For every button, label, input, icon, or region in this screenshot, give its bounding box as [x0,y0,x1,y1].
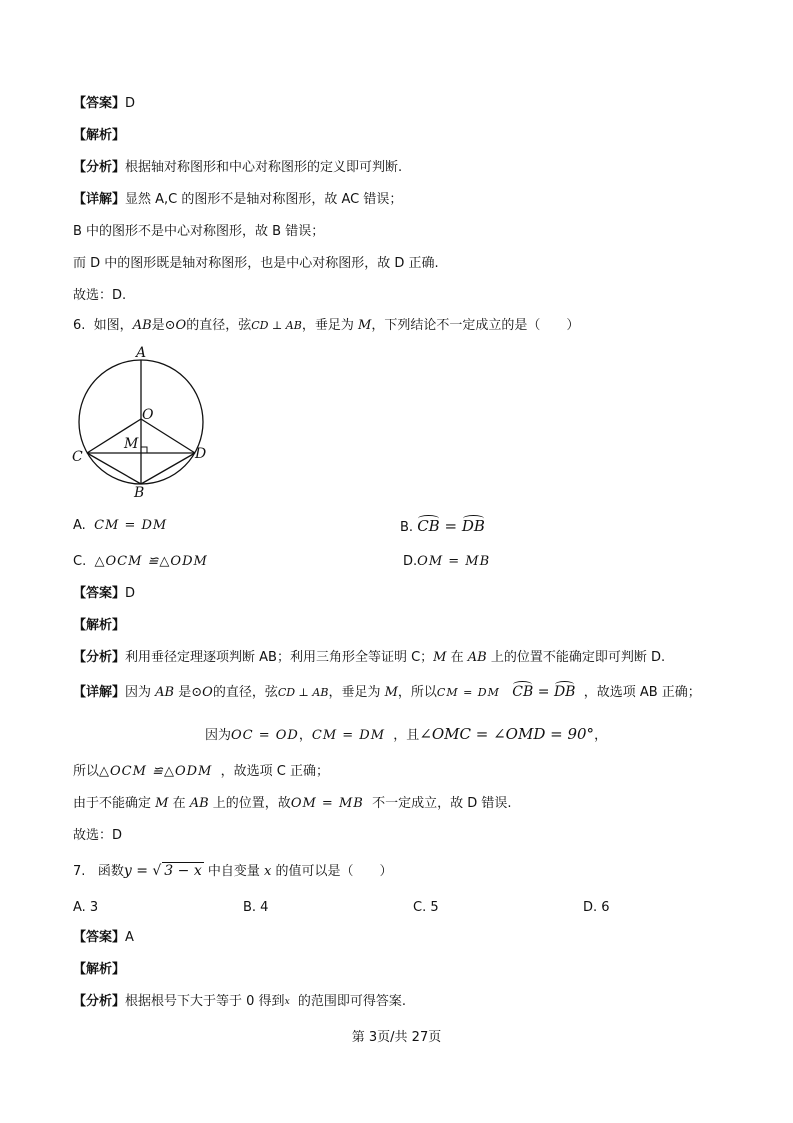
question-number: 7. [73,864,86,879]
page-footer: 第 3页/共 27页 [351,1030,442,1045]
fenxi-text: 上的位置不能确定即可判断 D. [486,650,666,665]
label-o: O [142,407,154,423]
q7-option-a: A. 3 [73,900,99,915]
math-m: M [433,650,447,665]
fenxi-text: 利用垂径定理逐项判断 AB；利用三角形全等证明 C； [125,650,434,665]
xiangjie-text: 不一定成立，故 D 错误. [367,796,512,811]
segment-cb [87,453,141,484]
stem-text: 中自变量 [203,864,264,879]
fenxi-tag: 【分析】 [73,160,126,175]
option-text: OM = MB [417,554,491,569]
fenxi-text: 根据轴对称图形和中心对称图形的定义即可判断. [125,160,403,175]
jiexi-tag: 【解析】 [73,962,126,977]
xiangjie-tag: 【详解】 [73,192,126,207]
math-ab: AB [132,318,152,333]
math-cd-perp-ab: CD ⊥ AB [277,686,329,699]
math-radicand: 3 − x [164,863,202,879]
q7-answer [73,930,134,946]
q6-xiangjie-line-3 [73,764,329,780]
xiangjie-text: ，所以 [397,685,437,700]
math-m: M [358,318,372,333]
q6-fenxi [73,650,665,666]
math-y-equals: y = [123,863,153,879]
math-om-mb: OM = MB [290,796,364,811]
xiangjie-text: 是 [174,685,192,700]
stem-text: 如图， [93,318,133,333]
math-x: x [264,864,272,879]
xiangjie-text: ，垂足为 [328,685,385,700]
math-angle-equality: ∠OMC = ∠OMD = 90° [419,725,595,743]
question-number: 6. [73,318,86,333]
math-circle-o: ⊙O [164,318,187,333]
xiangjie-text: 因为 [125,685,156,700]
label-b: B [134,485,145,500]
q7-option-b: B. 4 [243,900,269,915]
xiangjie-text: 由于不能确定 [73,796,156,811]
arc-cb: CB [512,684,534,700]
segment-od [141,419,195,453]
jiexi-tag: 【解析】 [73,128,126,143]
q6-conclusion: 故选：D [73,828,123,843]
math-cd-perp-ab: CD ⊥ AB [251,319,302,332]
sqrt-symbol: √ [152,863,162,879]
equals-sign: = [533,684,554,700]
math-congruent: △OCM ≌△ODM [99,764,213,779]
answer-value: D [125,586,136,601]
option-label: D. [403,554,418,569]
arc-cb: CB [417,517,440,535]
q6-xiangjie-line-1 [73,684,701,701]
xiangjie-text: ，故选项 AB 正确； [583,685,701,700]
label-d: D [195,446,207,462]
q6-option-d [403,554,490,570]
q6-stem [73,318,579,334]
q6-circle-figure [70,344,220,500]
q6-option-b [400,518,485,536]
xiangjie-text: ， [594,728,608,743]
arc-db: DB [461,517,485,535]
segment-db [141,453,195,484]
xiangjie-tag: 【详解】 [73,685,126,700]
xiangjie-text: 因为 [205,728,232,743]
xiangjie-text: ，且 [393,728,420,743]
math-circle-o: ⊙O [191,685,213,700]
answer-tag: 【答案】 [73,96,126,111]
math-ab: AB [189,796,209,811]
fenxi-tag: 【分析】 [73,650,126,665]
math-cm-dm: CM = DM [436,686,500,699]
fenxi-text: 的范围即可得答案. [297,994,407,1009]
answer-tag: 【答案】 [73,586,126,601]
xiangjie-text: 的直径，弦 [212,685,278,700]
math-m: M [384,685,398,700]
q5-jiexi [73,128,125,144]
label-c: C [72,449,83,465]
answer-value: A [125,930,134,945]
label-m: M [124,436,139,452]
option-text: △OCM ≌△ODM [94,554,208,569]
math-m: M [155,796,169,811]
xiangjie-text: 在 [168,796,190,811]
xiangjie-text: 上的位置，故 [208,796,291,811]
q6-answer [73,586,135,602]
stem-text: ，垂足为 [301,318,354,333]
xiangjie-text: ， [298,728,312,743]
option-label: C. [73,554,87,569]
math-oc-od: OC = OD [231,728,299,743]
q6-xiangjie-line-4 [73,796,512,812]
q7-fenxi [73,994,406,1010]
q7-jiexi [73,962,125,978]
q7-stem [73,862,392,880]
jiexi-tag: 【解析】 [73,618,126,633]
fenxi-text: 在 [446,650,468,665]
fenxi-tag: 【分析】 [73,994,126,1009]
stem-text: 的直径，弦 [186,318,252,333]
arc-db: DB [553,684,576,700]
q5-xiangjie [73,192,402,208]
xiangjie-text: 所以 [73,764,100,779]
math-ab: AB [155,685,175,700]
label-a: A [136,345,147,361]
q7-option-d: D. 6 [583,900,610,915]
q5-answer [73,96,135,112]
option-label: A. [73,518,86,533]
answer-tag: 【答案】 [73,930,126,945]
right-angle-mark [141,447,147,453]
stem-text: ，下列结论不一定成立的是（ ） [371,318,580,333]
q6-option-a [73,518,167,534]
xiangjie-line-1: 显然 A,C 的图形不是轴对称图形，故 AC 错误； [125,192,403,207]
answer-value: D [125,96,136,111]
option-text: CM = DM [94,518,168,533]
option-label: B. [400,520,414,535]
stem-text: 是 [151,318,165,333]
math-ab: AB [467,650,487,665]
q7-option-c: C. 5 [413,900,439,915]
fenxi-text: 根据根号下大于等于 0 得到 [125,994,285,1009]
q6-jiexi [73,618,125,634]
q5-xiangjie-line-3: 而 D 中的图形既是轴对称图形，也是中心对称图形，故 D 正确. [73,256,439,271]
math-cm-dm: CM = DM [311,728,386,743]
equals-sign: = [439,517,462,535]
stem-text: 函数 [97,864,124,879]
q5-fenxi [73,160,402,176]
stem-text: 的值可以是（ ） [271,864,393,879]
math-x: x [284,997,290,1007]
q6-xiangjie-line-2 [205,726,607,744]
q6-option-c [73,554,208,570]
q5-conclusion: 故选：D. [73,288,127,303]
xiangjie-text: ，故选项 C 正确； [220,764,329,779]
q5-xiangjie-line-2: B 中的图形不是中心对称图形，故 B 错误； [73,224,325,239]
